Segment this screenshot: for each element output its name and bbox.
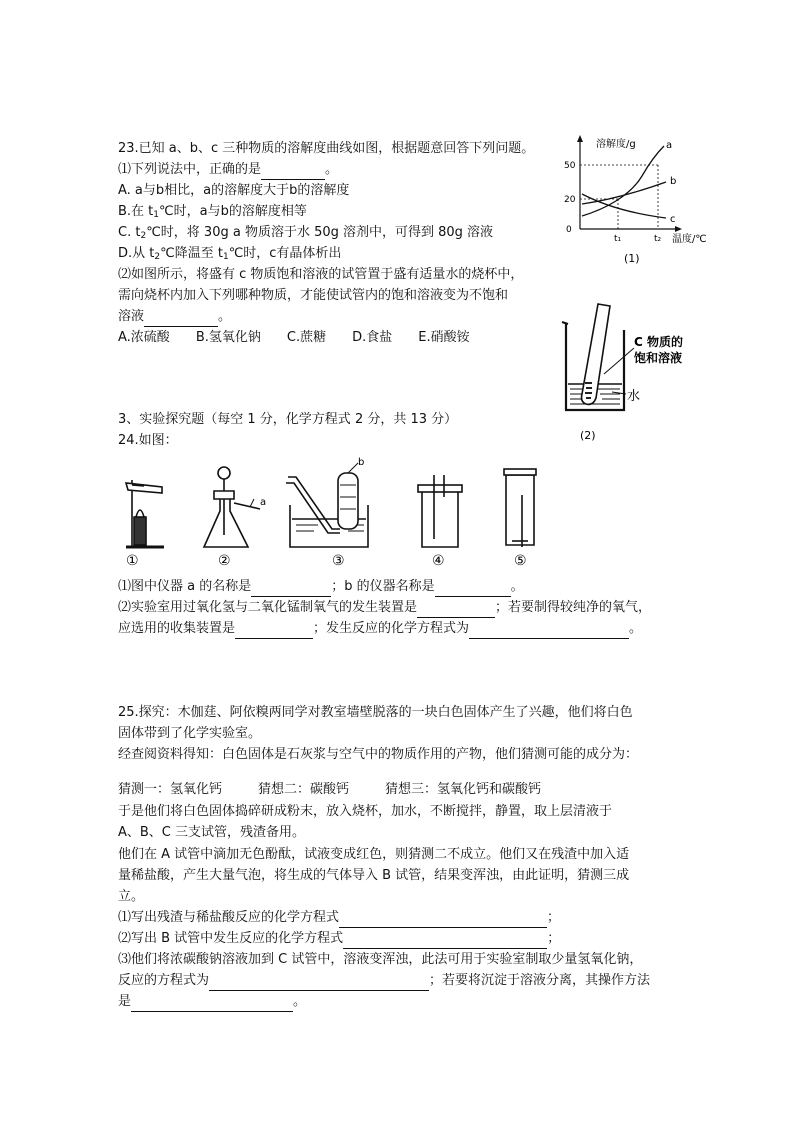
apparatus-number-5: ⑤ — [514, 553, 527, 569]
q24-part1: ⑴图中仪器 a 的名称是 ；b 的仪器名称是 。 — [118, 577, 524, 597]
q23-option-a: A. a与b相比，a的溶解度大于b的溶解度 — [118, 183, 350, 198]
curve-a — [582, 146, 664, 216]
y-tick-20: 20 — [564, 195, 576, 205]
apparatus-number-3: ③ — [332, 553, 345, 569]
q23-stem: 23.已知 a、b、c 三种物质的溶解度曲线如图，根据题意回答下列问题。 — [118, 141, 535, 156]
answer-blank[interactable] — [209, 976, 429, 991]
q23-part2-line1: ⑵如图所示，将盛有 c 物质饱和溶液的试管置于盛有适量水的烧杯中， — [118, 267, 524, 282]
q25-guesses — [118, 780, 541, 800]
tube-label-line2: 饱和溶液 — [634, 351, 683, 365]
guess-1: 猜测一：氢氧化钙 — [118, 782, 223, 797]
answer-blank[interactable] — [417, 603, 495, 618]
q25-part2: ⑵写出 B 试管中发生反应的化学方程式 ； — [118, 929, 560, 949]
apparatus-1 — [126, 480, 164, 547]
q23-option-b: B.在 $t_1℃$时，a与b的溶解度相等 — [118, 204, 307, 220]
answer-blank[interactable] — [339, 913, 547, 928]
guess-2: 猜想二：碳酸钙 — [258, 782, 350, 797]
figure-1-caption: (1) — [624, 252, 640, 265]
choice-e: E.硝酸铵 — [418, 330, 470, 345]
label-a: a — [260, 497, 267, 508]
answer-blank[interactable] — [469, 624, 629, 639]
q24-part3: 应选用的收集装置是 ；发生反应的化学方程式为 。 — [118, 619, 642, 639]
q25-line6: A、B、C 三支试管，残渣备用。 — [118, 825, 306, 840]
answer-blank[interactable] — [435, 582, 511, 597]
curve-b — [582, 182, 666, 204]
choice-c: C.蔗糖 — [286, 330, 327, 345]
q24-part2: ⑵实验室用过氧化氢与二氧化锰制氧气的发生装置是 ；若要制得较纯净的氧气， — [118, 598, 651, 618]
q23-part2-line2: 需向烧杯内加入下列哪种物质，才能使试管内的饱和溶液变为不饱和 — [118, 288, 509, 303]
q25-line7: 他们在 A 试管中滴加无色酚酞，试液变成红色，则猜测二不成立。他们又在残渣中加入适 — [118, 847, 630, 862]
series-label-c: c — [670, 214, 676, 225]
answer-blank[interactable] — [343, 934, 547, 949]
q25-line8: 量稀盐酸，产生大量气泡，将生成的气体导入 B 试管，结果变浑浊，由此证明，猜测三成 — [118, 868, 630, 883]
apparatus-number-2: ② — [218, 553, 231, 569]
x-tick-t2: t₂ — [654, 234, 662, 244]
answer-blank[interactable] — [261, 165, 325, 180]
apparatus-number-4: ④ — [432, 553, 445, 569]
answer-blank[interactable] — [235, 624, 313, 639]
apparatus-number-1: ① — [126, 553, 139, 569]
series-label-a: a — [666, 140, 673, 151]
apparatus-3 — [286, 463, 368, 547]
y-tick-50: 50 — [564, 161, 576, 171]
choice-a: A.浓硫酸 — [118, 330, 170, 345]
q25-part1: ⑴写出残渣与稀盐酸反应的化学方程式 ； — [118, 908, 560, 928]
answer-blank[interactable] — [131, 997, 293, 1012]
curve-c — [582, 194, 666, 218]
series-label-b: b — [670, 176, 677, 187]
y-tick-0: 0 — [566, 225, 572, 235]
apparatus-2 — [204, 467, 260, 547]
q25-line9: 立。 — [118, 889, 145, 904]
q23-option-c: C. $t_2℃$时，将 30g a 物质溶于水 50g 溶剂中，可得到 80g 溶液 — [118, 225, 494, 241]
q23-part2-line3: 溶液 。 — [118, 307, 231, 327]
figure-2-caption: (2) — [580, 429, 596, 442]
apparatus-4 — [418, 475, 462, 547]
tube-label-line1: C 物质的 — [634, 335, 683, 349]
label-b: b — [358, 457, 365, 468]
x-axis-label: 温度/℃ — [672, 234, 707, 245]
lab-apparatus-figure — [118, 455, 548, 570]
q25-line2: 固体带到了化学实验室。 — [118, 726, 262, 741]
beaker-figure — [556, 300, 706, 445]
choice-d: D.食盐 — [352, 330, 393, 345]
y-axis-label: 溶解度/g — [596, 139, 636, 150]
q25-line3: 经查阅资料得知：白色固体是石灰浆与空气中的物质作用的产物，他们猜测可能的成分为： — [118, 747, 639, 762]
q23-option-d: D.从 $t_2℃$降温至 $t_1℃$时，c有晶体析出 — [118, 246, 342, 262]
answer-blank[interactable] — [251, 582, 331, 597]
water-label: 水 — [627, 389, 641, 404]
x-tick-t1: t₁ — [614, 234, 622, 244]
answer-blank[interactable] — [144, 312, 218, 327]
q25-part3-line2: 反应的方程式为 ；若要将沉淀于溶液分离，其操作方法 — [118, 971, 650, 991]
q24-stem: 24.如图： — [118, 433, 178, 448]
guess-3: 猜想三：氢氧化钙和碳酸钙 — [385, 782, 542, 797]
q23-part1: ⑴下列说法中，正确的是 。 — [118, 160, 338, 180]
section-3-heading: 3、实验探究题（每空 1 分，化学方程式 2 分，共 13 分） — [118, 412, 458, 427]
q25-line5: 于是他们将白色固体捣碎研成粉末，放入烧杯，加水，不断搅拌，静置，取上层清液于 — [118, 804, 613, 819]
q25-part3-line3: 是 。 — [118, 992, 306, 1012]
q25-part3-line1: ⑶他们将浓碳酸钠溶液加到 C 试管中，溶液变浑浊，此法可用于实验室制取少量氢氧化钠， — [118, 952, 643, 967]
choice-b: B.氢氧化钠 — [195, 330, 261, 345]
q25-line1: 25.探究：木伽莛、阿依糗两同学对教室墙壁脱落的一块白色固体产生了兴趣，他们将白色 — [118, 705, 633, 720]
q23-choices — [118, 328, 496, 348]
apparatus-5 — [504, 469, 536, 547]
solubility-curve-figure — [560, 134, 720, 269]
